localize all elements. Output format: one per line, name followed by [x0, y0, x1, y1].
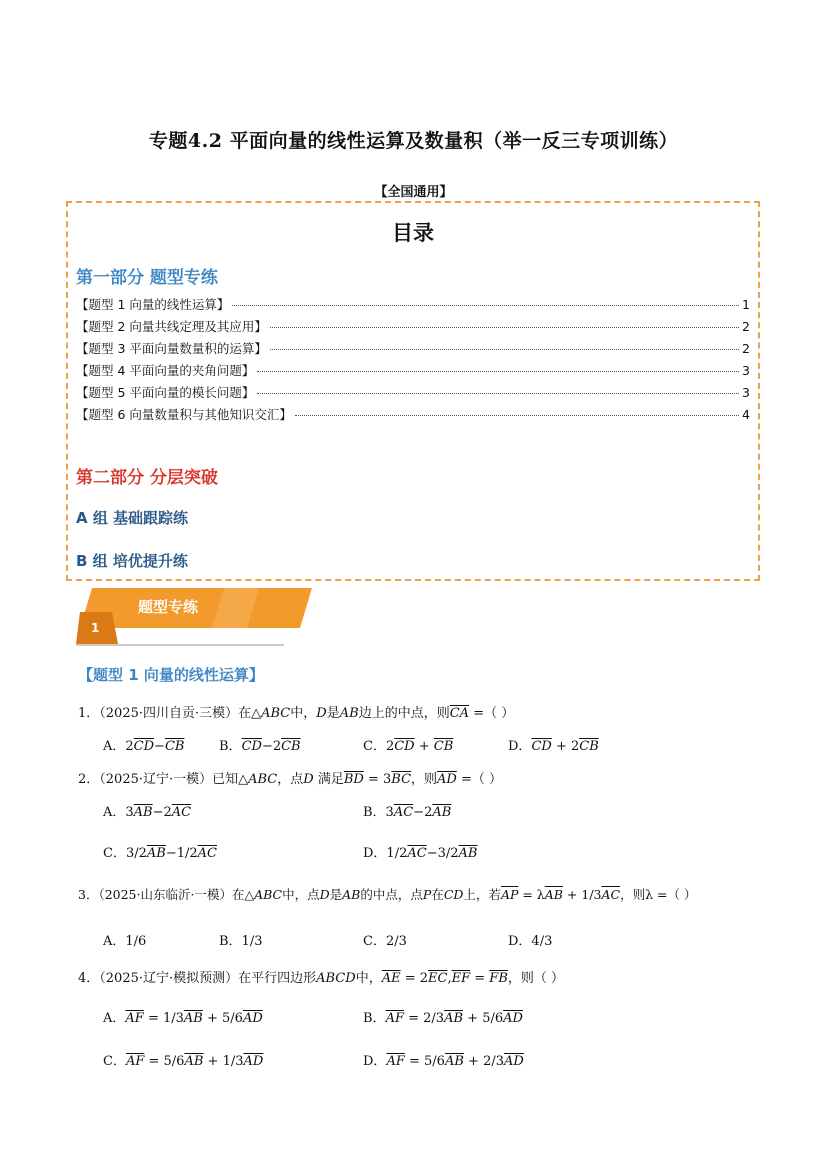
opt-vector: $\overline{AC}$ — [407, 846, 427, 861]
q-vector: $\overline{EF}$ — [451, 971, 471, 986]
q-text: = 3 — [363, 772, 392, 787]
opt-vector: $\overline{AB}$ — [458, 846, 478, 861]
toc-item[interactable] — [76, 317, 750, 339]
banner-label: 题型专练 — [138, 598, 199, 616]
q-text: =（ ） — [456, 772, 503, 787]
q-vector: $\overline{AD}$ — [437, 772, 457, 787]
toc-item[interactable] — [76, 339, 750, 361]
q-text: = λ — [518, 887, 545, 902]
q-vector: $\overline{CA}$ — [449, 706, 470, 721]
q-vector: $\overline{AC}$ — [601, 887, 621, 902]
toc-item-page: 3 — [742, 363, 750, 378]
opt-vector: $\overline{AF}$ — [125, 1011, 144, 1026]
question-2-stem — [78, 768, 502, 787]
toc-item-label: 【题型 5 平面向量的模长问题】 — [76, 385, 255, 400]
q2-option-d[interactable] — [363, 842, 477, 861]
q3-option-d[interactable]: D．4/3 — [508, 934, 553, 949]
q-text: 满足 — [313, 772, 344, 787]
q1-option-a[interactable] — [103, 735, 184, 754]
opt-vector: $\overline{CD}$ — [531, 739, 552, 754]
q-vector: $\overline{BD}$ — [343, 772, 364, 787]
opt-text: D． — [363, 1054, 387, 1069]
q-text: 的中点，点 — [360, 887, 423, 902]
q-text: 边上的中点，则 — [358, 706, 450, 721]
document-title: 专题4.2 平面向量的线性运算及数量积（举一反三专项训练） — [148, 130, 679, 152]
toc-leader — [257, 371, 739, 372]
q-var: P — [422, 887, 432, 902]
banner-number: 1 — [91, 621, 100, 635]
opt-text: = 5/6 — [144, 1054, 185, 1069]
opt-vector: $\overline{AB}$ — [133, 805, 153, 820]
q-text: = 2 — [400, 971, 429, 986]
opt-vector: $\overline{CD}$ — [133, 739, 155, 754]
opt-text: D． — [508, 739, 532, 754]
opt-vector: $\overline{CD}$ — [241, 739, 262, 754]
q-text: ，则λ =（ ） — [620, 887, 697, 902]
q-vector: $\overline{BC}$ — [391, 772, 412, 787]
toc-part2-heading[interactable]: 第二部分 分层突破 — [76, 468, 218, 488]
q-var: D — [319, 887, 330, 902]
q-text: 中，点 — [282, 887, 320, 902]
opt-vector: $\overline{AB}$ — [184, 1054, 204, 1069]
opt-text: = 2/3 — [403, 1011, 445, 1026]
opt-vector: $\overline{AB}$ — [444, 1054, 464, 1069]
document-subtitle: 【全国通用】 — [374, 185, 453, 200]
q-text: = — [470, 971, 490, 986]
question-4-stem — [78, 967, 564, 986]
q-var: ABC — [254, 887, 283, 902]
toc-item-page: 1 — [742, 297, 750, 312]
toc-leader — [257, 393, 739, 394]
opt-vector: $\overline{AB}$ — [432, 805, 452, 820]
q-var: D — [303, 772, 314, 787]
opt-text: −3/2 — [426, 846, 459, 861]
toc-item-page: 2 — [742, 319, 750, 334]
q-text: , — [447, 971, 452, 986]
opt-text: + 2 — [551, 739, 580, 754]
q-text: 中， — [355, 971, 382, 986]
q2-option-c[interactable] — [103, 842, 217, 861]
opt-vector: $\overline{CB}$ — [281, 739, 301, 754]
q1-option-b[interactable] — [219, 735, 301, 754]
q-text: 1．（2025·四川自贡·三模）在△ — [78, 706, 262, 721]
toc-leader — [232, 305, 739, 306]
toc-leader — [270, 349, 739, 350]
toc-item-label: 【题型 1 向量的线性运算】 — [76, 297, 230, 312]
q-vector: $\overline{AB}$ — [544, 887, 563, 902]
q-var: AB — [342, 887, 361, 902]
opt-vector: $\overline{AD}$ — [242, 1011, 263, 1026]
toc-list — [76, 295, 750, 427]
toc-leader — [270, 327, 739, 328]
q1-option-d[interactable] — [508, 735, 599, 754]
q-text: 2．（2025·辽宁·一模）已知△ — [78, 772, 249, 787]
q-text: ，则（ ） — [507, 971, 565, 986]
q-vector: $\overline{AE}$ — [381, 971, 401, 986]
toc-part1-heading[interactable]: 第一部分 题型专练 — [76, 268, 218, 288]
opt-text: = 5/6 — [404, 1054, 445, 1069]
toc-group-b[interactable]: B 组 培优提升练 — [76, 552, 188, 570]
q2-option-a[interactable] — [103, 801, 191, 820]
toc-heading: 目录 — [392, 221, 434, 245]
q-text: 4．（2025·辽宁·模拟预测）在平行四边形 — [78, 971, 317, 986]
toc-leader — [295, 415, 739, 416]
toc-item[interactable] — [76, 295, 750, 317]
q-text: ，点 — [277, 772, 304, 787]
q-var: D — [316, 706, 327, 721]
q3-option-b[interactable]: B．1/3 — [219, 934, 263, 949]
opt-vector: $\overline{AB}$ — [183, 1011, 203, 1026]
opt-vector: $\overline{CB}$ — [164, 739, 185, 754]
opt-vector: $\overline{CD}$ — [394, 739, 415, 754]
toc-item-page: 4 — [742, 407, 750, 422]
q-text: 是 — [326, 706, 340, 721]
q-vector: $\overline{FB}$ — [489, 971, 508, 986]
q-text: =（ ） — [469, 706, 515, 721]
q-var: CD — [443, 887, 464, 902]
opt-text: B． — [363, 1011, 386, 1026]
opt-vector: $\overline{AB}$ — [146, 846, 166, 861]
opt-text: + 2/3 — [463, 1054, 504, 1069]
opt-text: + 5/6 — [463, 1011, 504, 1026]
opt-text: B． — [219, 739, 242, 754]
opt-vector: $\overline{AD}$ — [243, 1054, 264, 1069]
q1-option-c[interactable] — [363, 735, 453, 754]
opt-vector: $\overline{AD}$ — [504, 1054, 524, 1069]
opt-vector: $\overline{AC}$ — [393, 805, 414, 820]
toc-item[interactable] — [76, 383, 750, 405]
opt-vector: $\overline{AC}$ — [171, 805, 192, 820]
q-text: 中， — [290, 706, 317, 721]
toc-item-page: 2 — [742, 341, 750, 356]
opt-text: C．3/2 — [103, 846, 147, 861]
question-1-stem — [78, 702, 514, 721]
q-var: ABC — [261, 706, 291, 721]
toc-item[interactable] — [76, 405, 750, 427]
q-text: ，则 — [411, 772, 438, 787]
q4-option-a[interactable] — [103, 1007, 263, 1026]
toc-item[interactable] — [76, 361, 750, 383]
q4-option-d[interactable] — [363, 1050, 524, 1069]
q-vector: $\overline{EC}$ — [428, 971, 448, 986]
opt-vector: $\overline{CB}$ — [579, 739, 599, 754]
opt-vector: $\overline{AD}$ — [503, 1011, 523, 1026]
opt-text: B．3 — [363, 805, 394, 820]
q-text: 3．（2025·山东临沂·一模）在△ — [78, 887, 255, 902]
question-3-stem — [78, 885, 696, 903]
opt-text: −1/2 — [165, 846, 198, 861]
opt-text: A． — [103, 1011, 126, 1026]
q3-option-c[interactable]: C．2/3 — [363, 934, 407, 949]
opt-vector: $\overline{AB}$ — [444, 1011, 464, 1026]
q-text: + 1/3 — [562, 887, 602, 902]
opt-vector: $\overline{CB}$ — [433, 739, 454, 754]
q-var: ABCD — [316, 971, 356, 986]
q3-option-a[interactable]: A．1/6 — [103, 934, 147, 949]
opt-vector: $\overline{AC}$ — [197, 846, 217, 861]
opt-text: + 1/3 — [203, 1054, 244, 1069]
opt-text: −2 — [152, 805, 172, 820]
q-text: 上，若 — [463, 887, 501, 902]
toc-item-label: 【题型 2 向量共线定理及其应用】 — [76, 319, 267, 334]
opt-text: + 5/6 — [202, 1011, 243, 1026]
opt-vector: $\overline{AF}$ — [385, 1011, 404, 1026]
opt-vector: $\overline{AF}$ — [125, 1054, 145, 1069]
q4-option-c[interactable] — [103, 1050, 263, 1069]
toc-item-page: 3 — [742, 385, 750, 400]
section-heading: 【题型 1 向量的线性运算】 — [78, 666, 264, 684]
q-var: AB — [339, 706, 359, 721]
opt-text: − — [154, 739, 165, 754]
opt-text: A．3 — [103, 805, 134, 820]
q-text: 是 — [329, 887, 343, 902]
opt-vector: $\overline{AF}$ — [386, 1054, 405, 1069]
toc-item-label: 【题型 3 平面向量数量积的运算】 — [76, 341, 267, 356]
opt-text: C． — [103, 1054, 126, 1069]
q2-option-b[interactable] — [363, 801, 451, 820]
table-of-contents — [66, 201, 760, 581]
opt-text: −2 — [413, 805, 433, 820]
q-text: 在 — [431, 887, 444, 902]
opt-text: = 1/3 — [143, 1011, 184, 1026]
toc-item-label: 【题型 6 向量数量积与其他知识交汇】 — [76, 407, 292, 422]
toc-item-label: 【题型 4 平面向量的夹角问题】 — [76, 363, 255, 378]
opt-text: A．2 — [103, 739, 134, 754]
q-vector: $\overline{AP}$ — [500, 887, 519, 902]
opt-text: D．1/2 — [363, 846, 408, 861]
opt-text: C．2 — [363, 739, 395, 754]
opt-text: −2 — [261, 739, 282, 754]
toc-group-a[interactable]: A 组 基础跟踪练 — [76, 509, 189, 527]
opt-text: + — [414, 739, 434, 754]
q4-option-b[interactable] — [363, 1007, 523, 1026]
q-var: ABC — [248, 772, 278, 787]
